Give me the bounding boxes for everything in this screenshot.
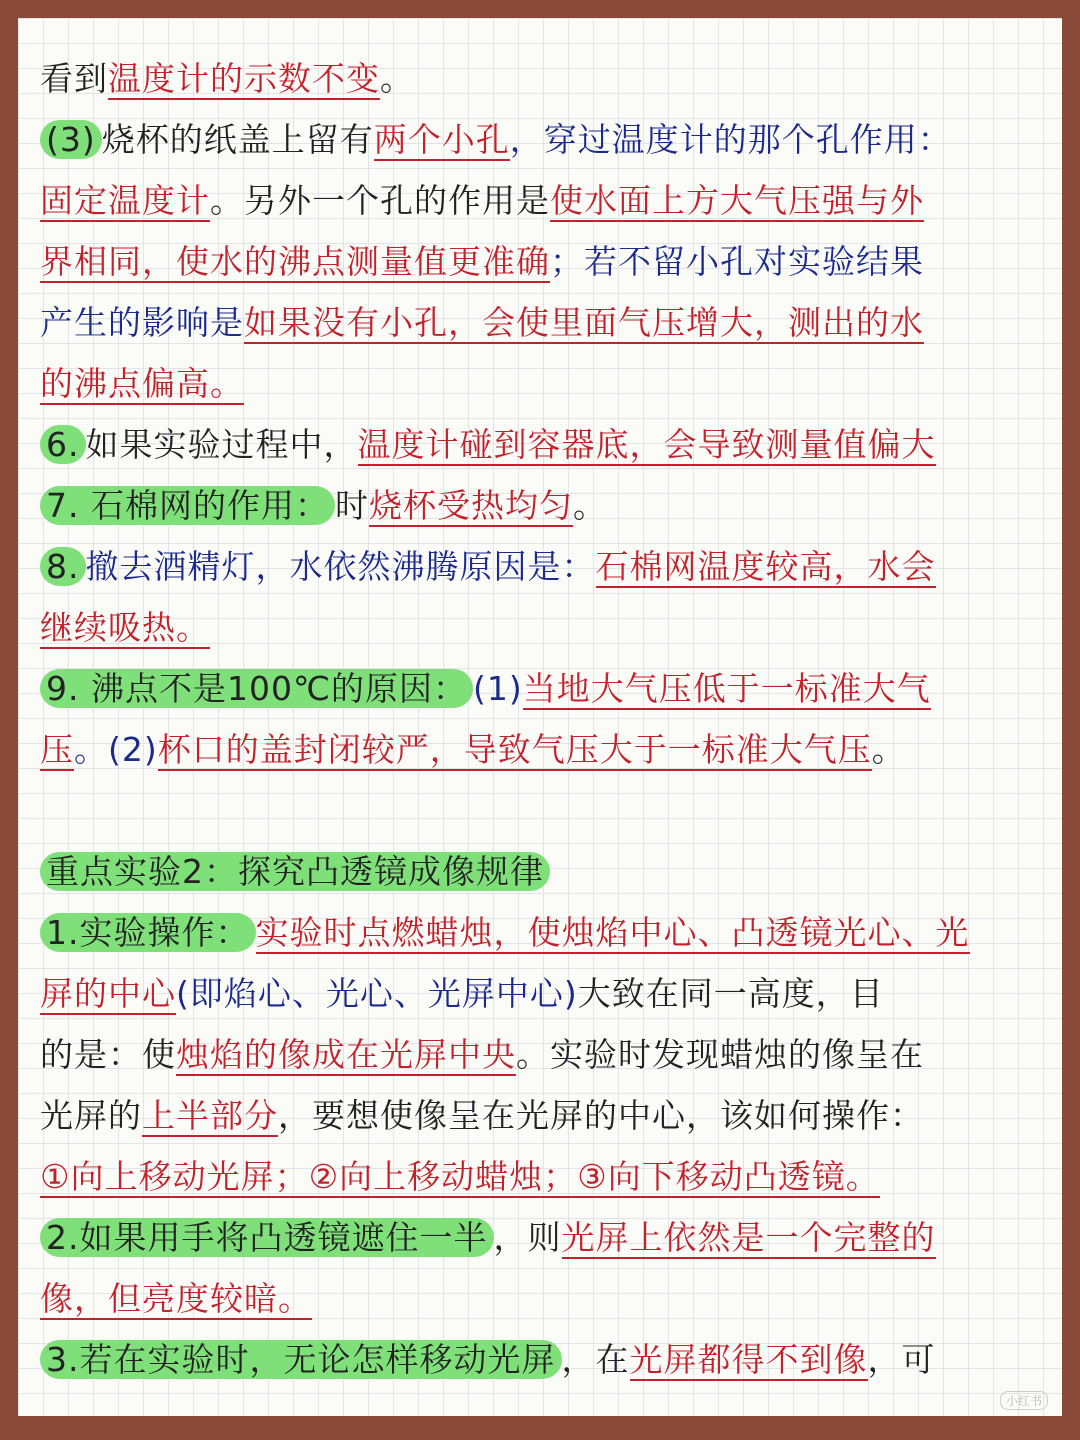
text: ，在 [561,1340,630,1379]
item-heading-highlight: 1.实验操作： [40,913,256,952]
answer-text: 石棉网温度较高，水会 [595,547,936,586]
note-line [40,170,1044,231]
note-line [40,963,1044,1024]
note-line [40,353,1044,414]
question-text: 。(2) [74,730,158,769]
text: 。 [871,730,906,769]
item-number-highlight: (3) [40,120,102,159]
note-line [40,1268,1044,1329]
answer-text: 温度计碰到容器底，会导致测量值偏大 [357,425,936,464]
answer-text: 屏的中心 [40,974,176,1013]
note-line [40,597,1044,658]
note-line [40,1085,1044,1146]
item-number-highlight: 6. [40,425,86,464]
answer-text: 光屏上依然是一个完整的 [561,1218,936,1257]
note-line [40,1024,1044,1085]
item-number-highlight: 8. [40,547,86,586]
answer-text: 压 [40,730,74,769]
answer-text: 当地大气压低于一标准大气 [522,669,931,708]
note-line [40,48,1044,109]
text: ，可 [867,1340,936,1379]
note-line [40,1207,1044,1268]
text: 大致在同一高度，目 [577,974,884,1013]
watermark: 小红书 [1000,1391,1048,1410]
item-heading-highlight: 9. 沸点不是100℃的原因： [40,669,473,708]
blank-line [40,780,1044,841]
answer-text: 温度计的示数不变 [108,59,380,98]
answer-text: 如果没有小孔，会使里面气压增大，测出的水 [244,303,924,342]
text: ，则 [493,1218,562,1257]
text: 看到 [40,59,108,98]
answer-text: 烛焰的像成在光屏中央 [176,1035,516,1074]
note-line [40,902,1044,963]
answer-text: 继续吸热。 [40,608,210,647]
note-line [40,1329,1044,1390]
answer-text: 像，但亮度较暗。 [40,1279,312,1318]
note-line [40,658,1044,719]
answer-text: 的沸点偏高。 [40,364,244,403]
answer-text: 烧杯受热均匀 [368,486,573,525]
item-heading-highlight: 2.如果用手将凸透镜遮住一半 [40,1218,494,1257]
text: 。实验时发现蜡烛的像呈在 [516,1035,924,1074]
answer-text: 使水面上方大气压强与外 [550,181,924,220]
question-text: (1) [473,669,523,708]
item-heading-highlight: 7. 石棉网的作用： [40,486,335,525]
answer-text: 两个小孔 [373,120,510,159]
text: 。 [572,486,607,525]
note-line [40,841,1044,902]
answer-text: 固定温度计 [40,181,210,220]
text: 时 [334,486,369,525]
note-line [40,414,1044,475]
answer-text: 光屏都得不到像 [629,1340,868,1379]
notebook-page [18,18,1062,1416]
question-text: ；若不留小孔对实验结果 [550,242,924,281]
notes-content [40,48,1044,1390]
answer-text: 上半部分 [142,1096,278,1135]
note-line [40,475,1044,536]
answer-text: ①向上移动光屏；②向上移动蜡烛；③向下移动凸透镜。 [40,1157,880,1196]
note-line [40,231,1044,292]
note-line [40,109,1044,170]
text: 光屏的 [40,1096,142,1135]
note-line [40,1146,1044,1207]
text: 如果实验过程中， [85,425,358,464]
text: 。另外一个孔的作用是 [210,181,550,220]
text: 烧杯的纸盖上留有 [101,120,374,159]
answer-text: 界相同，使水的沸点测量值更准确 [40,242,550,281]
section-heading: 重点实验2：探究凸透镜成像规律 [40,852,550,891]
question-text: ，穿过温度计的那个孔作用： [509,120,952,159]
note-line [40,536,1044,597]
item-heading-highlight: 3.若在实验时，无论怎样移动光屏 [40,1340,562,1379]
question-text: 撤去酒精灯，水依然沸腾原因是： [85,547,596,586]
note-line [40,719,1044,780]
text: 的是：使 [40,1035,176,1074]
answer-text: 实验时点燃蜡烛，使烛焰中心、凸透镜光心、光 [255,913,970,952]
question-text: (即焰心、光心、光屏中心) [176,974,578,1013]
text: ，要想使像呈在光屏的中心，该如何操作： [278,1096,924,1135]
text: 。 [380,59,414,98]
question-text: 产生的影响是 [40,303,244,342]
answer-text: 杯口的盖封闭较严，导致气压大于一标准大气压 [157,730,872,769]
note-line [40,292,1044,353]
